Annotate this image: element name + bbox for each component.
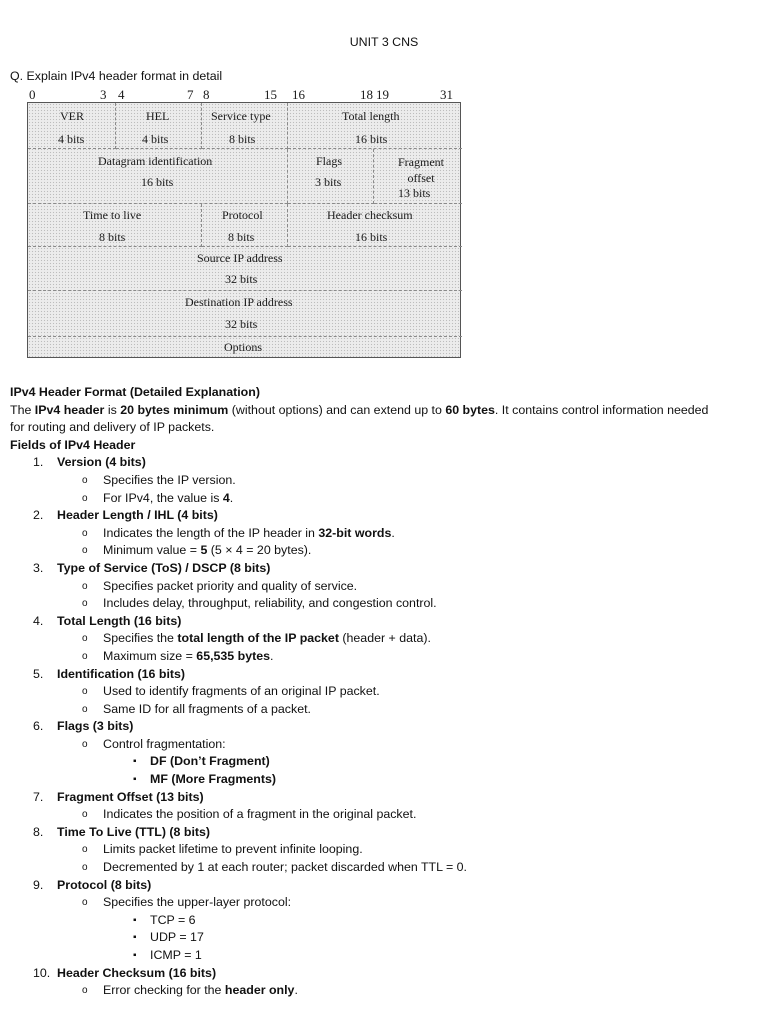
list-item-ttl: 8. Time To Live (TTL) (8 bits) xyxy=(33,824,211,839)
list-subitem: o Specifies the total length of the IP packet (header + data). xyxy=(10,630,760,648)
header-field-grid xyxy=(27,102,461,358)
list-item-flags: 6. Flags (3 bits) xyxy=(33,719,134,734)
field-size: 8 bits xyxy=(99,230,126,244)
list-subitem: o Indicates the position of a fragment in the original packet. xyxy=(10,806,760,824)
question-text: Q. Explain IPv4 header format in detail xyxy=(10,69,223,83)
bit-position-8: 8 xyxy=(203,87,210,102)
list-subitem: o Minimum value = 5 (5 × 4 = 20 bytes). xyxy=(10,542,760,560)
field-options xyxy=(28,337,462,359)
ipv4-header-diagram xyxy=(27,87,463,362)
explanation-body xyxy=(10,384,760,1000)
bit-position-31: 31 xyxy=(440,87,453,102)
field-ver xyxy=(28,103,116,149)
list-item-version: 1. Version (4 bits) xyxy=(33,455,146,470)
page-header-title: UNIT 3 CNS xyxy=(349,35,419,49)
field-name: Service type xyxy=(211,109,271,123)
section-title: IPv4 Header Format (Detailed Explanation) xyxy=(10,385,260,399)
bit-position-16: 16 xyxy=(292,87,305,102)
field-name: Total length xyxy=(342,109,400,123)
list-subitem: o Specifies packet priority and quality of service. xyxy=(10,578,760,596)
field-flags xyxy=(288,149,374,204)
field-name: Time to live xyxy=(83,208,142,222)
list-subitem: o Decremented by 1 at each router; packet discarded when TTL = 0. xyxy=(10,859,760,877)
field-size: 4 bits xyxy=(142,132,169,146)
field-size: 32 bits xyxy=(225,272,258,286)
field-size: 3 bits xyxy=(315,175,342,189)
list-subitem: o Error checking for the header only. xyxy=(10,982,760,1000)
field-name: Options xyxy=(224,340,263,354)
list-subitem: o Includes delay, throughput, reliability, and congestion control. xyxy=(10,595,760,613)
list-subsubitem: ▪ DF (Don’t Fragment) xyxy=(10,753,760,771)
bit-position-7: 7 xyxy=(187,87,194,102)
intro-paragraph: The IPv4 header is 20 bytes minimum (without options) and can extend up to 60 bytes. It contains control information needed for routing and delivery of IP packets. xyxy=(10,402,709,435)
field-name: Flags xyxy=(316,154,343,168)
list-subitem: o Limits packet lifetime to prevent infinite looping. xyxy=(10,841,760,859)
list-item-identification: 5. Identification (16 bits) xyxy=(33,666,186,681)
field-datagram-identification xyxy=(28,149,288,204)
field-total-length xyxy=(288,103,462,149)
field-name: Destination IP address xyxy=(185,295,293,309)
list-item-header-checksum: 10. Header Checksum (16 bits) xyxy=(33,965,217,980)
field-hel xyxy=(116,103,202,149)
field-name: Fragment offset xyxy=(398,155,444,185)
field-size: 13 bits xyxy=(398,186,431,200)
list-subitem: o Specifies the upper-layer protocol: xyxy=(10,894,760,912)
field-name: VER xyxy=(60,109,84,123)
list-subitem: o Specifies the IP version. xyxy=(10,472,760,490)
list-subitem: o Control fragmentation: xyxy=(10,736,760,754)
field-size: 16 bits xyxy=(141,175,174,189)
bit-position-15: 15 xyxy=(264,87,277,102)
bit-position-19: 19 xyxy=(376,87,389,102)
list-subsubitem: ▪ MF (More Fragments) xyxy=(10,771,760,789)
field-size: 16 bits xyxy=(355,230,388,244)
list-subsubitem: ▪ ICMP = 1 xyxy=(10,947,760,965)
list-subitem: o For IPv4, the value is 4. xyxy=(10,490,760,508)
list-subitem: o Used to identify fragments of an original IP packet. xyxy=(10,683,760,701)
bit-position-0: 0 xyxy=(29,87,36,102)
bit-position-18: 18 xyxy=(360,87,373,102)
field-fragment-offset xyxy=(374,149,462,204)
list-subsubitem: ▪ UDP = 17 xyxy=(10,929,760,947)
list-subitem: o Indicates the length of the IP header in 32-bit words. xyxy=(10,525,760,543)
list-item-total-length: 4. Total Length (16 bits) xyxy=(33,613,182,628)
field-size: 8 bits xyxy=(228,230,255,244)
field-name: Source IP address xyxy=(197,251,283,265)
field-source-ip-address xyxy=(28,247,462,291)
field-name: Protocol xyxy=(222,208,263,222)
field-size: 32 bits xyxy=(225,317,258,331)
field-protocol xyxy=(202,204,288,247)
list-subitem: o Same ID for all fragments of a packet. xyxy=(10,701,760,719)
field-destination-ip-address xyxy=(28,291,462,337)
field-header-checksum xyxy=(288,204,462,247)
bit-position-3: 3 xyxy=(100,87,107,102)
list-subsubitem: ▪ TCP = 6 xyxy=(10,912,760,930)
list-subitem: o Maximum size = 65,535 bytes. xyxy=(10,648,760,666)
list-item-protocol: 9. Protocol (8 bits) xyxy=(33,877,152,892)
fields-title: Fields of IPv4 Header xyxy=(10,437,136,452)
field-name: HEL xyxy=(146,109,170,123)
field-size: 8 bits xyxy=(229,132,256,146)
list-item-header-length: 2. Header Length / IHL (4 bits) xyxy=(33,508,218,523)
field-name: Header checksum xyxy=(327,208,413,222)
list-item-fragment-offset: 7. Fragment Offset (13 bits) xyxy=(33,789,204,804)
field-size: 16 bits xyxy=(355,132,388,146)
bit-position-4: 4 xyxy=(118,87,125,102)
field-size: 4 bits xyxy=(58,132,85,146)
field-service-type xyxy=(202,103,288,149)
field-time-to-live xyxy=(28,204,202,247)
field-name: Datagram identification xyxy=(98,154,213,168)
list-item-type-of-service: 3. Type of Service (ToS) / DSCP (8 bits) xyxy=(33,560,271,575)
